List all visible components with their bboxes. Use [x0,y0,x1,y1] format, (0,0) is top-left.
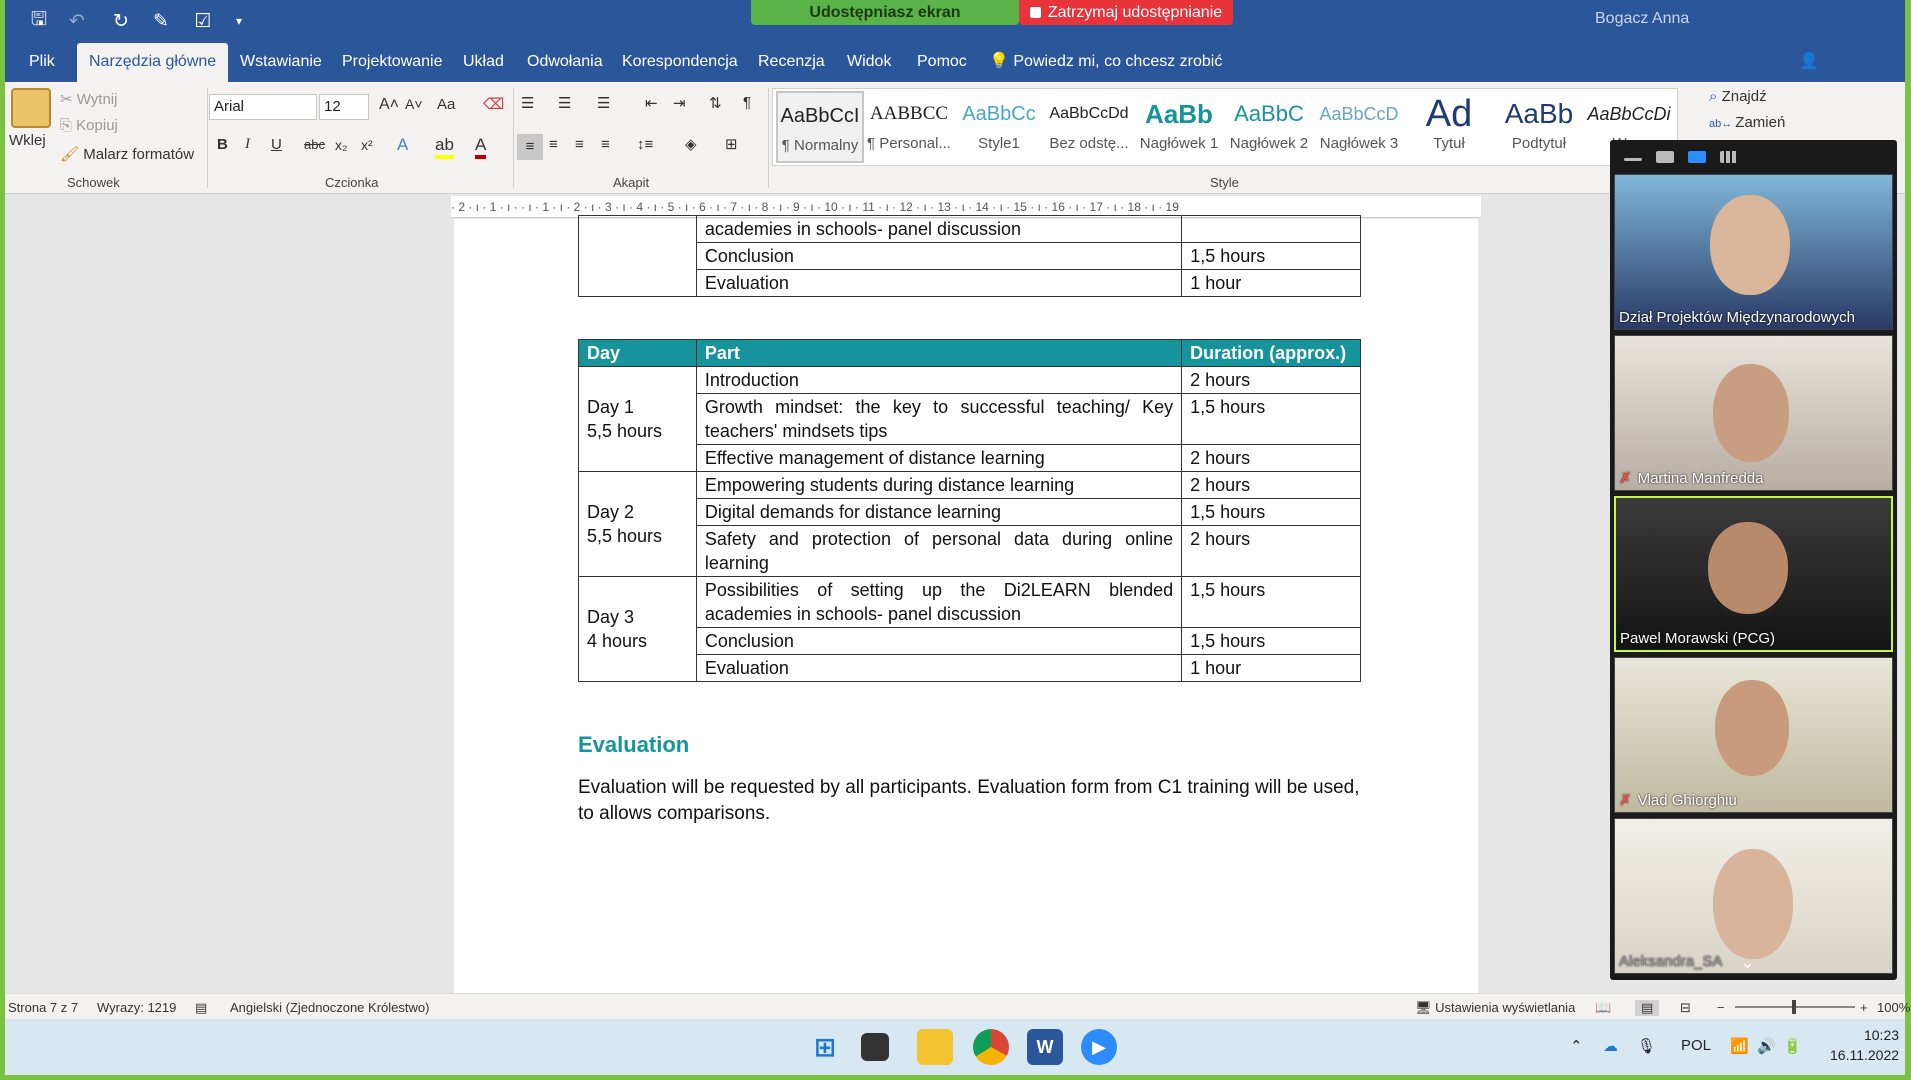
find-label: Znajdź [1721,88,1767,105]
participant-name-text: Pawel Morawski (PCG) [1620,630,1776,647]
tell-me-label: Powiedz mi, co chcesz zrobić [1013,53,1223,70]
scroll-down-icon[interactable]: ⌄ [1740,952,1756,972]
stop-icon [1030,7,1041,18]
table-cell [1182,216,1361,243]
table-cell: 1,5 hours [1182,243,1361,270]
wifi-icon[interactable]: 📶 [1730,1038,1749,1055]
part-cell: Growth mindset: the key to successful teaching/ Key teachers' mindsets tips [696,394,1181,445]
tab-references[interactable]: Odwołania [527,53,603,70]
table-row [579,367,1361,394]
decrease-indent-icon[interactable]: ⇤ [645,95,658,112]
duration-cell: 2 hours [1182,472,1361,499]
status-bar [5,993,1911,1019]
windows-start-icon[interactable]: ⊞ [814,1031,836,1062]
display-settings-label: Ustawienia wyświetlania [1435,1000,1576,1015]
day-label: Day 2 [587,502,635,522]
justify-icon[interactable]: ≡ [601,136,610,153]
bullets-icon[interactable]: ☰ [521,95,535,112]
chrome-icon[interactable] [973,1029,1009,1065]
duration-cell: 2 hours [1182,526,1361,577]
participant-name-text: Aleksandra_SA [1619,953,1723,970]
table-row [579,445,1361,472]
style-heading2[interactable] [1225,91,1313,163]
sharing-label: Udostępniasz ekran [809,3,961,21]
print-layout-icon[interactable]: ▤ [1635,1000,1659,1016]
style-name: ¶ Personal... [867,135,951,152]
duration-cell: 1,5 hours [1182,628,1361,655]
table-cell: academies in schools- panel discussion [696,216,1181,243]
copy-label: Kopiuj [76,117,118,134]
participant-face [1713,364,1789,462]
monitor-icon: 🖥 [1415,1000,1436,1015]
form-icon[interactable]: ☑ [194,10,212,32]
participant-video[interactable] [1614,174,1893,330]
body-paragraph: Evaluation will be requested by all participants. Evaluation form from C1 training will be used, to allows comparisons. [578,777,1360,824]
font-size-select[interactable]: 12 [319,94,369,120]
font-color-icon[interactable]: A [475,135,486,159]
numbering-icon[interactable]: ☰ [558,95,572,112]
clear-format-icon[interactable]: ⌫ [483,96,505,113]
table-cell: Conclusion [696,243,1181,270]
muted-mic-icon: ✗ [1619,470,1632,487]
table-row [579,526,1361,577]
clock[interactable] [1830,1025,1899,1065]
style-sample: AaBbCcI [780,105,860,127]
tab-review[interactable]: Recenzja [758,53,825,70]
participant-face [1708,522,1788,614]
style-sample: AaBbCcD [1319,104,1399,124]
time: 10:23 [1863,1027,1900,1043]
bold-icon[interactable]: B [217,136,228,153]
ruler-scale: · 2 · ı · 1 · ı · · ı · 1 · ı · 2 · ı · 3 · ı · 4 · ı · 5 · ı · 6 · ı · 7 · ı · 8 · ı · 9 · ı · 10 · ı · 11 · ı · 12 · ı · 13 · ı · 14 · ı · 15 · ı · 16 · ı · 17 · ı · 18 · ı · 19 [451,200,1179,214]
participant-video[interactable] [1614,657,1893,813]
microphone-icon[interactable]: 🎙 [1637,1038,1657,1055]
column-header: Part [696,340,1181,367]
grow-font-icon[interactable]: A˄ [379,96,400,113]
change-case-button[interactable]: Aa [437,96,456,113]
style-title[interactable] [1405,91,1493,163]
superscript-icon[interactable]: x² [361,137,373,153]
duration-cell: 1,5 hours [1182,577,1361,628]
part-cell: Possibilities of setting up the Di2LEARN blended academies in schools- panel discussion [696,577,1181,628]
duration-cell: 1,5 hours [1182,394,1361,445]
style-sample: AaBbCcDd [1049,105,1129,122]
zoom-out-icon[interactable]: − [1717,1000,1725,1015]
format-painter-label: Malarz formatów [83,146,195,163]
replace-button[interactable] [1709,114,1785,131]
participant-name [1619,791,1737,809]
increase-indent-icon[interactable]: ⇥ [673,95,686,112]
proofing-icon[interactable]: ▤ [195,1000,208,1015]
format-painter-button[interactable] [60,145,194,163]
participant-video[interactable] [1614,818,1893,974]
pilcrow-icon[interactable]: ¶ [743,94,752,111]
speaker-view-icon[interactable] [1688,151,1706,163]
style-sample: AaBb [1145,99,1213,129]
table-row [579,243,1361,270]
scissors-icon: ✂ [60,91,77,108]
paragraph-group-label: Akapit [613,175,650,190]
day-cell [579,577,697,682]
participant-name-text: Martina Manfredda [1637,470,1764,487]
styles-gallery[interactable] [772,88,1678,166]
tab-insert[interactable]: Wstawianie [240,53,322,70]
hide-video-icon[interactable] [1656,151,1674,163]
style-sample: AABBCC [869,103,949,124]
zoom-participant-panel [1610,140,1897,980]
table-cell [579,216,697,297]
participant-name [1619,953,1722,970]
table-row [579,270,1361,297]
style-sample: AaBbC [1234,101,1304,126]
share-button[interactable] [1787,43,1905,82]
part-cell: Empowering students during distance learning [696,472,1181,499]
person-icon: 👤 [1799,53,1819,70]
part-cell: Digital demands for distance learning [696,499,1181,526]
style-subtitle[interactable] [1495,91,1583,163]
strikethrough-icon[interactable]: abc [304,137,325,152]
table-row [579,472,1361,499]
style-name: Bez odstę... [1049,135,1129,152]
task-view-icon[interactable] [861,1033,889,1061]
style-name: Nagłówek 2 [1229,135,1309,152]
table-row [579,394,1361,445]
part-cell: Safety and protection of personal data during online learning [696,526,1181,577]
align-center-icon[interactable]: ≡ [549,136,558,153]
paint-icon[interactable]: ✎ [153,10,169,32]
part-cell: Evaluation [696,655,1181,682]
style-name: Podtytuł [1511,135,1567,152]
zoom-level[interactable]: 100% [1877,1000,1911,1015]
style-heading3[interactable] [1315,91,1403,163]
align-left-icon[interactable]: ≡ [517,134,543,160]
redo-icon[interactable]: ↻ [113,10,129,32]
zoom-app-icon[interactable]: ▶ [1081,1029,1117,1065]
style-name: Tytuł [1433,135,1465,152]
day-label: Day 1 [587,397,635,417]
user-name[interactable]: Bogacz Anna [1595,10,1690,27]
underline-icon[interactable]: U [271,136,282,153]
style-style1[interactable] [955,91,1043,163]
text-effects-icon[interactable]: A [397,135,409,154]
shading-icon[interactable]: ◈ [685,136,697,153]
style-personal[interactable] [865,91,953,163]
multilevel-list-icon[interactable]: ☰ [597,95,611,112]
date: 16.11.2022 [1830,1047,1900,1063]
previous-schedule-table [578,215,1361,297]
styles-group-label: Style [1210,175,1239,190]
part-cell: Introduction [696,367,1181,394]
display-settings-button[interactable] [1415,1000,1575,1016]
align-right-icon[interactable]: ≡ [575,136,584,153]
duration-cell: 1 hour [1182,655,1361,682]
style-name: Nagłówek 1 [1139,135,1219,152]
borders-icon[interactable]: ⊞ [725,136,738,153]
title-bar [5,0,1905,43]
undo-icon[interactable]: ↶ [69,10,85,32]
duration-cell: 2 hours [1182,445,1361,472]
volume-icon[interactable]: 🔊 [1757,1038,1776,1055]
replace-label: Zamień [1735,114,1786,131]
duration-cell: 2 hours [1182,367,1361,394]
participant-name-text: Dział Projektów Międzynarodowych [1619,309,1855,326]
tab-file[interactable]: Plik [29,53,55,70]
day-label: Day 3 [587,607,635,627]
tab-mailings[interactable]: Korespondencja [622,53,738,70]
minimize-icon[interactable] [1624,158,1642,161]
stop-sharing-label: Zatrzymaj udostępnianie [1047,3,1223,21]
table-row [579,628,1361,655]
tray-expand-icon[interactable]: ⌃ [1570,1038,1583,1055]
subscript-icon[interactable]: x₂ [335,137,348,153]
word-icon[interactable]: W [1027,1029,1063,1065]
highlight-icon[interactable]: ab [435,135,454,159]
table-cell: Evaluation [696,270,1181,297]
lightbulb-icon: 💡 [989,53,1009,70]
taskbar [5,1019,1905,1075]
shrink-font-icon[interactable]: A˅ [405,96,423,112]
participant-name [1619,469,1763,487]
day-hours: 4 hours [587,631,648,651]
clipboard-group-label: Schowek [67,175,120,190]
section-heading: Evaluation [578,732,690,757]
style-sample: AaBb [1504,98,1574,129]
cut-button[interactable] [60,90,117,108]
ribbon-tabs [5,43,1905,82]
participant-video[interactable] [1614,335,1893,491]
duration-cell: 1,5 hours [1182,499,1361,526]
zoom-slider-thumb[interactable] [1792,1000,1796,1014]
day-cell [579,472,697,577]
input-language[interactable]: POL [1681,1037,1712,1054]
divider [207,88,208,188]
day-cell [579,367,697,472]
font-name-select[interactable]: Arial [209,94,317,120]
participant-face [1710,195,1790,295]
cut-label: Wytnij [76,91,118,108]
tab-design[interactable]: Projektowanie [342,53,443,70]
sort-icon[interactable]: ⇅ [709,95,722,112]
participant-name-text: Vlad Ghiorghiu [1637,792,1737,809]
day-hours: 5,5 hours [587,526,663,546]
table-row [579,499,1361,526]
style-sample: Ad [1425,93,1473,135]
paste-button[interactable]: Wklej [9,132,46,149]
schedule-table [578,339,1361,682]
column-header: Day [579,340,697,367]
style-heading1[interactable] [1135,91,1223,163]
replace-icon: ab↔ [1709,118,1736,130]
style-sample: AaBbCcDi [1587,104,1671,124]
participant-video-active-speaker[interactable] [1614,496,1893,652]
participant-face [1713,849,1793,959]
battery-icon[interactable]: 🔋 [1783,1038,1802,1055]
style-name: Style1 [978,135,1020,152]
word-count[interactable]: Wyrazy: 1219 [97,1000,177,1015]
style-name: ¶ Normalny [781,137,859,154]
table-cell: 1 hour [1182,270,1361,297]
table-row [579,216,1361,243]
paste-icon[interactable] [11,88,51,128]
line-spacing-icon[interactable]: ↕≡ [637,136,654,153]
sharing-indicator [751,0,1019,25]
tab-view[interactable]: Widok [847,53,892,70]
table-row [579,577,1361,628]
day-hours: 5,5 hours [587,421,663,441]
part-cell: Effective management of distance learning [696,445,1181,472]
copy-button[interactable] [60,117,118,134]
screen [5,0,1911,1075]
tab-layout[interactable]: Układ [463,53,504,70]
tab-home[interactable]: Narzędzia główne [77,43,228,82]
font-group-label: Czcionka [325,175,379,190]
table-row [579,655,1361,682]
participant-name [1620,630,1775,647]
divider [768,88,769,188]
style-name: Nagłówek 3 [1319,135,1399,152]
style-no-spacing[interactable] [1045,91,1133,163]
find-button[interactable] [1709,88,1767,105]
web-layout-icon[interactable]: ⊟ [1680,1000,1691,1015]
copy-icon: ⎘ [60,117,77,134]
italic-icon[interactable]: I [245,136,250,152]
part-cell: Conclusion [696,628,1181,655]
participant-face [1715,680,1789,776]
language-indicator[interactable]: Angielski (Zjednoczone Królestwo) [230,1000,430,1015]
onedrive-icon[interactable]: ☁ [1603,1038,1618,1055]
page-count[interactable]: Strona 7 z 7 [8,1000,79,1015]
zoom-view-controls [1610,140,1897,173]
column-header: Duration (approx.) [1182,340,1361,367]
style-sample: AaBbCc [962,103,1036,125]
file-explorer-icon[interactable] [917,1029,953,1065]
participant-name [1619,309,1855,326]
style-normal[interactable] [776,91,864,163]
tab-help[interactable]: Pomoc [917,53,967,70]
stop-sharing-button[interactable] [1019,0,1233,25]
save-icon[interactable]: 🖫 [30,9,48,30]
search-icon: ⌕ [1709,88,1722,105]
gallery-view-icon[interactable] [1720,151,1738,163]
tell-me-box[interactable] [977,43,1234,82]
table-header-row [579,340,1361,367]
zoom-in-icon[interactable]: + [1860,1000,1868,1015]
divider [513,88,514,188]
read-mode-icon[interactable]: 📖 [1595,1000,1612,1015]
muted-mic-icon: ✗ [1619,792,1632,809]
customize-toolbar-icon[interactable]: ▾ [235,14,243,28]
brush-icon: 🖌 [60,146,84,163]
